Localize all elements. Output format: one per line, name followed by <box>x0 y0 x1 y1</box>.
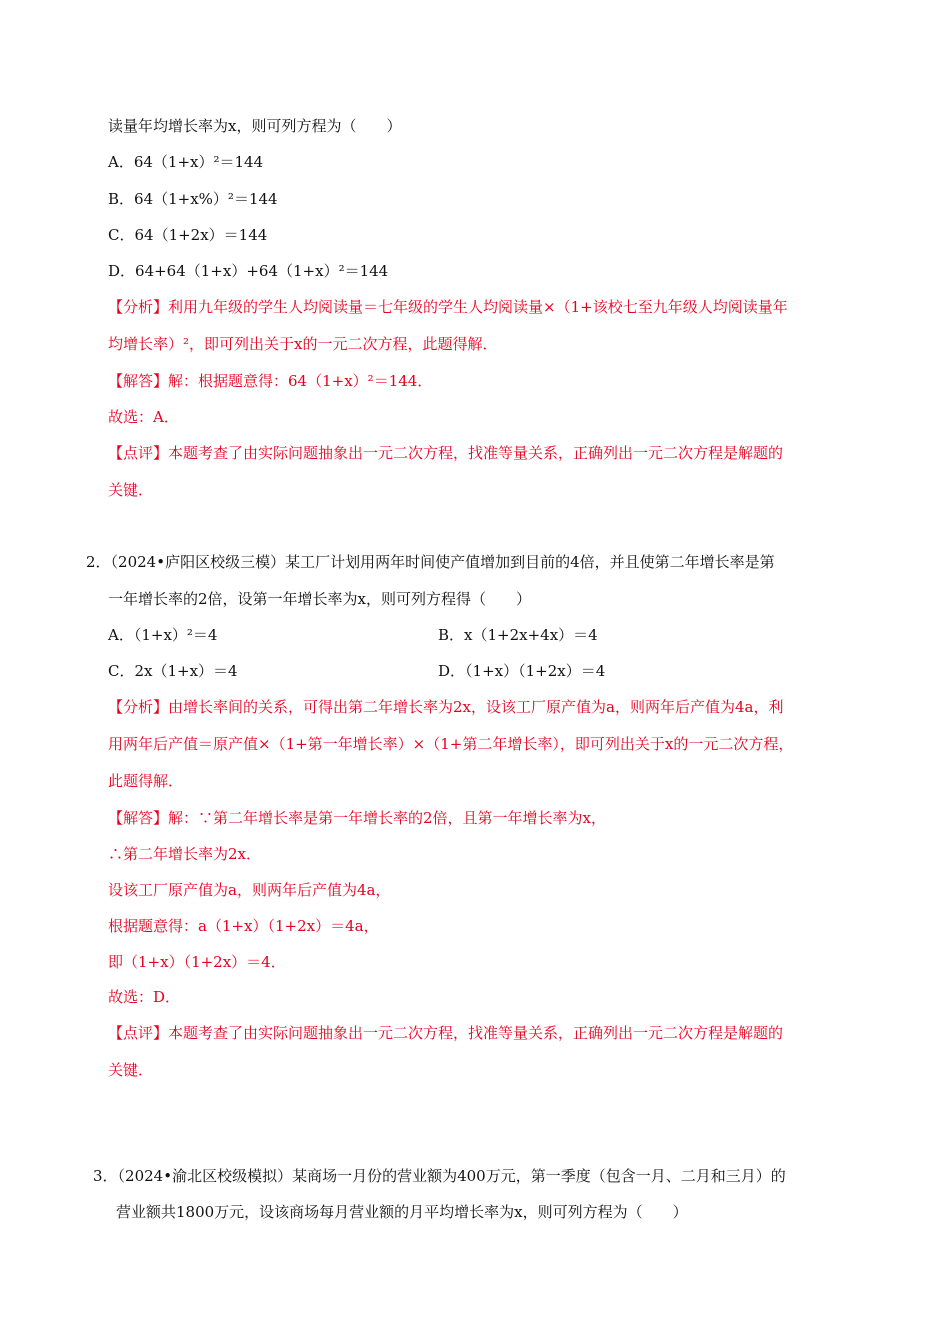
q2-answer-line4: 根据题意得：a（1+x）（1+2x）＝4a， <box>108 917 379 935</box>
q2-analysis-line2: 用两年后产值＝原产值×（1+第一年增长率）×（1+第二年增长率），即可列出关于x的一元二次方程， <box>108 735 794 753</box>
q2-comment-line2: 关键． <box>108 1061 154 1079</box>
analysis-tag: 【分析】 <box>108 698 169 716</box>
q1-comment-line2: 关键． <box>108 481 154 499</box>
q1-comment-text1: 本题考查了由实际问题抽象出一元二次方程，找准等量关系，正确列出一元二次方程是解题的 <box>168 444 784 462</box>
q1-analysis-text1: 利用九年级的学生人均阅读量＝七年级的学生人均阅读量×（1+该校七至九年级人均阅读量年 <box>168 298 788 316</box>
q2-stem-line1 <box>86 552 775 572</box>
q1-option-d: D．64+64（1+x）+64（1+x）²＝144 <box>108 262 389 280</box>
q2-analysis-line1 <box>108 697 783 717</box>
q1-analysis-line2: 均增长率）²，即可列出关于x的一元二次方程，此题得解． <box>108 335 498 353</box>
comment-tag: 【点评】 <box>108 1024 169 1042</box>
q2-answer-line3: 设该工厂原产值为a，则两年后产值为4a， <box>108 881 391 899</box>
analysis-tag: 【分析】 <box>108 298 169 316</box>
comment-tag: 【点评】 <box>108 444 169 462</box>
q2-number: 2． <box>86 553 111 571</box>
q2-comment-text1: 本题考查了由实际问题抽象出一元二次方程，找准等量关系，正确列出一元二次方程是解题的 <box>168 1024 784 1042</box>
q2-analysis-text1: 由增长率间的关系，可得出第二年增长率为2x，设该工厂原产值为a，则两年后产值为4a，利 <box>168 698 784 716</box>
q1-comment-line1 <box>108 443 783 463</box>
answer-tag: 【解答】 <box>108 372 169 390</box>
q1-analysis-line1 <box>108 297 788 317</box>
q3-stem-text1: （2024•渝北区校级模拟）某商场一月份的营业额为400万元，第一季度（包含一月、二月和三月）的 <box>117 1167 786 1185</box>
q2-option-b: B．x（1+2x+4x）＝4 <box>438 626 598 644</box>
q2-analysis-line3: 此题得解． <box>108 772 184 790</box>
q2-option-a: A．（1+x）²＝4 <box>108 626 218 644</box>
q2-choice: 故选：D． <box>108 988 181 1006</box>
q2-stem-line2: 一年增长率的2倍，设第一年增长率为x，则可列方程得（ ） <box>108 590 532 608</box>
q1-option-c: C．64（1+2x）＝144 <box>108 226 268 244</box>
q2-comment-line1 <box>108 1023 783 1043</box>
q3-stem-line1 <box>93 1166 786 1186</box>
q1-option-a: A．64（1+x）²＝144 <box>108 153 264 171</box>
q2-stem-text1: （2024•庐阳区校级三模）某工厂计划用两年时间使产值增加到目前的4倍，并且使第二年增长率是第 <box>110 553 775 571</box>
q1-option-b: B．64（1+x%）²＝144 <box>108 190 278 208</box>
q2-option-c: C．2x（1+x）＝4 <box>108 662 238 680</box>
q2-option-d: D．（1+x）（1+2x）＝4 <box>438 662 606 680</box>
q2-answer-text1: 解：∵第二年增长率是第一年增长率的2倍，且第一年增长率为x， <box>168 809 607 827</box>
q2-answer-line5: 即（1+x）（1+2x）＝4． <box>108 953 286 971</box>
q2-answer-line1 <box>108 808 606 828</box>
q1-answer-line1 <box>108 371 432 391</box>
q1-answer-text1: 解：根据题意得：64（1+x）²＝144． <box>168 372 433 390</box>
q1-stem-tail: 读量年均增长率为x，则可列方程为（ ） <box>108 117 402 135</box>
answer-tag: 【解答】 <box>108 809 169 827</box>
q3-number: 3． <box>93 1167 118 1185</box>
q3-stem-line2: 营业额共1800万元，设该商场每月营业额的月平均增长率为x，则可列方程为（ ） <box>116 1203 688 1221</box>
q2-answer-line2: ∴第二年增长率为2x． <box>108 845 262 863</box>
q1-choice: 故选：A． <box>108 408 179 426</box>
